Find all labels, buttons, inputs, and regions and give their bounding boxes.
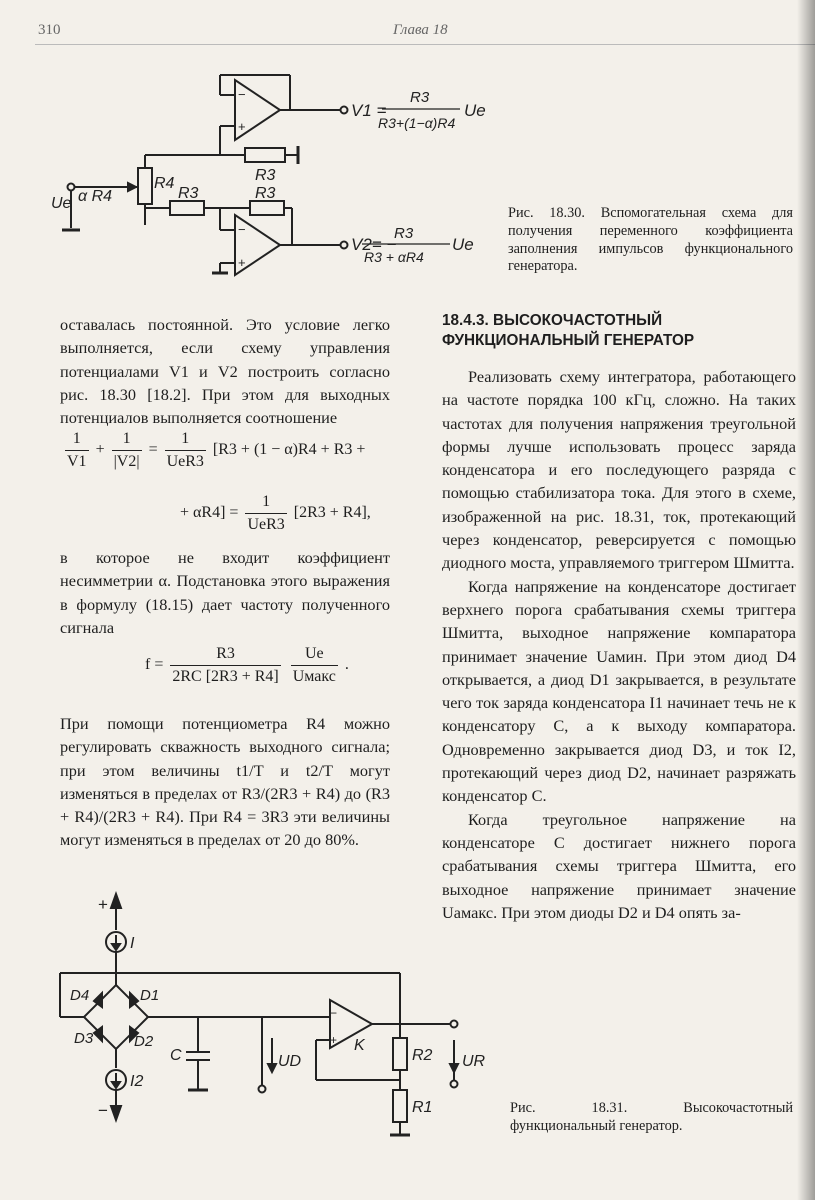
equation-1-line-1: $\frac{1}{V1}$ + $\frac{1}{|V2|}$ = $\frac{1}{\text{UeR3}}$ [R3 + (1 − α)R4 + R3 + [67,430,366,470]
figure-18-31-caption: Рис. 18.31. Высокочастотный функциональный генератор. [510,1100,793,1134]
label-r3-feedback: R3 [255,185,276,202]
section-title: 18.4.3. ВЫСОКОЧАСТОТНЫЙ ФУНКЦИОНАЛЬНЫЙ ГЕНЕРАТОР [442,312,695,349]
right-column-text [442,365,796,924]
page-number: 310 [38,22,61,38]
running-header: Глава 18 [393,22,448,38]
label-c: C [170,1047,182,1064]
label-r1: R1 [412,1099,433,1116]
right-para-2: Когда напряжение на конденсаторе достигает верхнего порога срабатывания схемы триггера Шмитта, выходное напряжение компаратора принимает значение Uaмин. При этом диод D4 открывается, а диод D1 закрывается, в результате чего ток заряда конденсатора I1 начинает течь не к конденсатору C, а к выходу компаратора. Одновременно закрывается диод D3, и ток I2, протекающий через диод D2, начинает разряжать конденсатор C. [442,576,796,806]
figure-18-30-caption: Рис. 18.30. Вспомогательная схема для получения переменного коэффициента заполнения импульсов функционального генератора. [508,205,793,275]
resistor-r3-feedback [250,201,284,215]
resistor-r3-mid [170,201,204,215]
label-r2: R2 [412,1047,433,1064]
figure-18-31-circuit [50,890,500,1140]
svg-text:+: + [238,255,246,270]
potentiometer-r4 [138,168,152,204]
label-d1: D1 [140,987,160,1004]
label-d2: D2 [134,1033,154,1050]
label-d4: D4 [70,987,90,1004]
svg-text:−: − [238,222,246,237]
v1-denominator: R3+(1−α)R4 [378,115,456,131]
label-i1: I [130,935,135,952]
equation-1-line-2: + αR4] = $\frac{1}{\text{UeR3}}$ [2R3 + R4], [180,493,371,533]
page-edge-shadow [797,0,815,1200]
v2-label: V2= − [351,235,397,254]
left-para-3: При помощи потенциометра R4 можно регулировать скважность выходного сигнала; при этом величины t1/T и t2/T могут изменяться в пределах от R3/(2R3 + R4) до (R3 + R4)/(2R3 + R4). При R4 = 3R3 эти величины могут изменяться в пределах от 20 до 80%. [60,714,390,850]
figure-18-30-circuit [40,60,500,285]
label-r4: R4 [154,175,175,192]
svg-text:−: − [238,87,246,102]
v2-numerator: R3 [394,225,414,242]
svg-text:+: + [238,119,246,134]
label-k: K [354,1037,365,1054]
resistor-r3-top [245,148,285,162]
resistor-r2 [393,1038,407,1070]
svg-text:−: − [330,1006,338,1020]
label-ur: UR [462,1053,486,1070]
svg-text:+: + [330,1033,338,1047]
right-para-3: Когда треугольное напряжение на конденсаторе C достигает нижнего порога срабатывания схемы триггера Шмитта, его выходное напряжение принимает значение Uaмакс. При этом диоды D2 и D4 опять за- [442,809,796,922]
v1-label: V1 = [351,101,387,120]
left-para-2: в которое не входит коэффициент несимметрии α. Подстановка этого выражения в формулу (18.15) дает частоту полученного сигнала [60,548,390,637]
label-alpha-r4: α R4 [78,188,113,205]
resistor-r1 [393,1090,407,1122]
equation-2: f = $\frac{R3}{2RC [2R3 + R4]}$ $\frac{Ue}{\text{Uмакс}}$ . [145,645,349,685]
v1-numerator: R3 [410,89,430,106]
label-minus: − [98,1101,108,1120]
label-r3-mid: R3 [178,185,199,202]
v2-denominator: R3 + αR4 [364,249,424,265]
label-ud: UD [278,1053,302,1070]
label-d3: D3 [74,1030,94,1047]
label-i2: I2 [130,1073,144,1090]
right-para-1: Реализовать схему интегратора, работающего на частоте порядка 100 кГц, сложно. На таких частотах для получения напряжения треугольной формы лучше использовать процесс заряда конденсатора и его последующего разряда с помощью стабилизатора тока. Для этого в схеме, изображенной на рис. 18.31, ток, протекающий через конденсатор, реверсируется с помощью диодного моста, управляемого триггером Шмитта. [442,367,796,573]
left-para-1: оставалась постоянной. Это условие легко выполняется, если схему управления потенциалами V1 и V2 построить согласно рис. 18.30 [18.2]. При этом для выходных потенциалов выполняется соотношение [60,315,390,428]
header-rule [35,44,815,45]
label-plus: + [98,895,108,914]
v1-ue: Ue [464,101,486,120]
v2-ue: Ue [452,235,474,254]
label-r3-top: R3 [255,167,276,184]
label-ue: Ue [51,195,72,212]
